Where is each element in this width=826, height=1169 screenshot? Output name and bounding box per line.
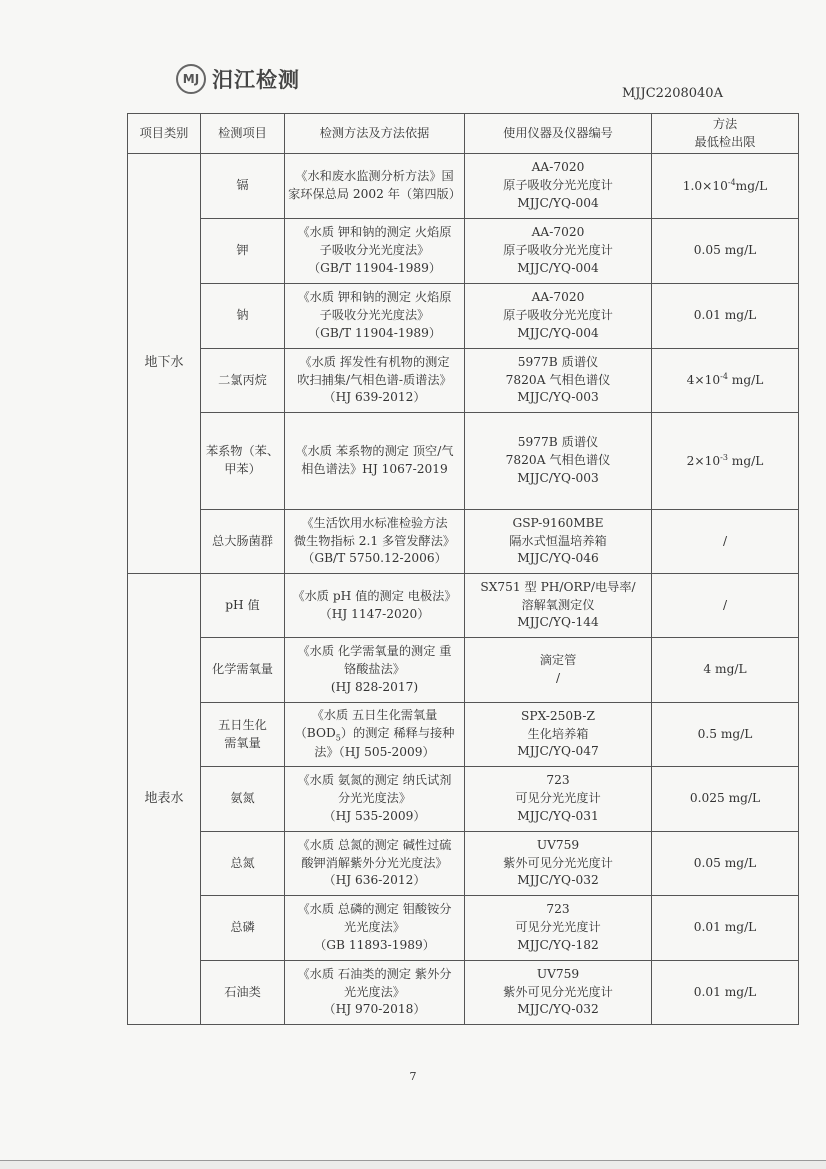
instrument-line: 生化培养箱 <box>527 726 589 741</box>
table-row <box>128 961 799 1025</box>
method-line: 光光度法》 <box>344 920 405 935</box>
method-line: 分光光度法》 <box>337 791 412 806</box>
method-line: （HJ 970-2018） <box>323 1002 426 1017</box>
method-cell <box>285 154 465 219</box>
instrument-line: 可见分光光度计 <box>515 791 601 806</box>
method-cell <box>285 413 465 510</box>
test-methods-table <box>127 113 799 1025</box>
method-cell <box>285 510 465 574</box>
instrument-line: 隔水式恒温培养箱 <box>509 533 607 548</box>
instrument-line: 溶解氧测定仪 <box>521 597 595 612</box>
item-line: 五日生化 <box>218 717 267 732</box>
method-cell <box>285 832 465 896</box>
limit-cell: 0.01 mg/L <box>652 896 799 961</box>
item-cell: 总大肠菌群 <box>201 510 285 574</box>
instrument-line: MJJC/YQ-032 <box>517 1002 599 1017</box>
instrument-cell <box>465 832 652 896</box>
category-cell: 地下水 <box>128 154 201 574</box>
method-cell <box>285 896 465 961</box>
method-line: （GB/T 11904-1989） <box>307 325 442 340</box>
instrument-line: UV759 <box>536 837 580 852</box>
header-limit-line: 最低检出限 <box>694 134 756 149</box>
instrument-cell <box>465 767 652 832</box>
item-cell: 钾 <box>201 219 285 284</box>
method-line: （HJ 636-2012） <box>323 873 426 888</box>
company-name: 汨江检测 <box>212 68 300 92</box>
method-line: 家环保总局 2002 年（第四版） <box>288 187 461 201</box>
instrument-line: 原子吸收分光光度计 <box>503 178 613 193</box>
method-line: (HJ 828-2017) <box>330 679 419 694</box>
table-row <box>128 349 799 413</box>
limit-cell: $4\times 10^{-4}$ mg/L <box>652 349 799 413</box>
table-row <box>128 896 799 961</box>
limit-cell: 4 mg/L <box>652 638 799 703</box>
instrument-line: AA-7020 <box>531 225 585 240</box>
method-cell <box>285 574 465 638</box>
instrument-line: 滴定管 <box>539 653 577 668</box>
method-line: 微生物指标 2.1 多管发酵法》 <box>293 533 456 548</box>
instrument-cell <box>465 154 652 219</box>
instrument-line: 723 <box>546 902 570 917</box>
item-cell: pH 值 <box>201 574 285 638</box>
method-cell <box>285 349 465 413</box>
limit-cell: $2\times 10^{-3}$ mg/L <box>652 413 799 510</box>
method-line: 子吸收分光光度法》 <box>319 243 430 258</box>
instrument-line: / <box>555 671 561 685</box>
method-line: 《水质 钾和钠的测定 火焰原 <box>297 225 452 240</box>
item-line: 甲苯） <box>224 462 261 476</box>
table-row <box>128 832 799 896</box>
instrument-line: 紫外可见分光光度计 <box>503 984 613 999</box>
method-line: 《水质 石油类的测定 紫外分 <box>297 966 452 981</box>
method-line: （GB/T 11904-1989） <box>307 260 442 275</box>
instrument-cell <box>465 638 652 703</box>
item-cell: 石油类 <box>201 961 285 1025</box>
instrument-line: GSP-9160MBE <box>512 515 604 530</box>
method-line: 相色谱法》HJ 1067-2019 <box>301 462 448 476</box>
header-item: 检测项目 <box>201 114 285 154</box>
method-cell <box>285 961 465 1025</box>
method-line: 铬酸盐法》 <box>344 662 405 677</box>
method-line: （GB 11893-1989） <box>314 937 435 952</box>
header-limit-line: 方法 <box>712 116 738 131</box>
instrument-line: MJJC/YQ-144 <box>517 615 599 630</box>
method-line: $(BOD_5)$的测定 稀释与接种 <box>294 725 455 743</box>
item-line: 苯系物（苯、 <box>205 444 280 459</box>
limit-cell: 0.05 mg/L <box>652 832 799 896</box>
instrument-cell <box>465 574 652 638</box>
instrument-line: MJJC/YQ-032 <box>517 873 599 888</box>
instrument-line: 原子吸收分光光度计 <box>503 243 613 258</box>
header-method: 检测方法及方法依据 <box>285 114 465 154</box>
page-number: 7 <box>409 1070 417 1083</box>
document-code: MJJC2208040A <box>622 86 723 101</box>
method-line: （HJ 535-2009） <box>323 808 426 823</box>
method-cell <box>285 638 465 703</box>
instrument-cell <box>465 896 652 961</box>
method-line: （HJ 1147-2020） <box>319 606 430 621</box>
instrument-line: AA-7020 <box>531 160 585 175</box>
instrument-line: MJJC/YQ-031 <box>517 808 599 823</box>
table-header-row <box>128 114 799 154</box>
instrument-line: MJJC/YQ-004 <box>517 195 599 210</box>
method-line: 《水和废水监测分析方法》国 <box>295 169 454 184</box>
limit-cell: / <box>652 510 799 574</box>
limit-cell: 0.5 mg/L <box>652 703 799 767</box>
instrument-line: 5977B 质谱仪 <box>517 435 599 450</box>
category-cell: 地表水 <box>128 574 201 1025</box>
instrument-cell <box>465 703 652 767</box>
method-line: 酸钾消解紫外分光光度法》 <box>301 855 448 870</box>
method-cell <box>285 703 465 767</box>
table-row <box>128 703 799 767</box>
instrument-line: SX751 型 PH/ORP/电导率/ <box>480 579 636 594</box>
limit-cell: $1.0\times 10^{-4}mg/L$ <box>652 154 799 219</box>
instrument-line: MJJC/YQ-004 <box>517 325 599 340</box>
logo-icon: MJ <box>176 64 206 94</box>
table-row <box>128 574 799 638</box>
method-line: 《水质 pH 值的测定 电极法》 <box>292 588 457 603</box>
instrument-cell <box>465 349 652 413</box>
method-line: 《水质 挥发性有机物的测定 <box>299 354 450 369</box>
item-cell: 二氯丙烷 <box>201 349 285 413</box>
item-cell <box>201 703 285 767</box>
method-line: 《生活饮用水标准检验方法 <box>301 515 448 530</box>
method-line: 《水质 化学需氧量的测定 重 <box>297 644 452 659</box>
item-line: 需氧量 <box>224 735 261 750</box>
instrument-line: UV759 <box>536 966 580 981</box>
method-line: 《水质 苯系物的测定 顶空/气 <box>295 444 454 459</box>
method-line: 《水质 氨氮的测定 纳氏试剂 <box>297 773 452 788</box>
limit-cell: / <box>652 574 799 638</box>
method-cell <box>285 767 465 832</box>
header-category: 项目类别 <box>128 114 201 154</box>
limit-cell: 0.025 mg/L <box>652 767 799 832</box>
page-bottom-edge <box>0 1160 826 1169</box>
instrument-line: SPX-250B-Z <box>521 708 595 723</box>
instrument-line: 723 <box>546 773 570 788</box>
method-line: 光光度法》 <box>344 984 405 999</box>
instrument-line: 原子吸收分光光度计 <box>503 308 613 323</box>
method-line: 《水质 五日生化需氧量 <box>311 708 438 723</box>
method-line: 《水质 钾和钠的测定 火焰原 <box>297 290 452 305</box>
instrument-line: 紫外可见分光光度计 <box>503 855 613 870</box>
method-line: （GB/T 5750.12-2006） <box>302 551 447 566</box>
limit-cell: 0.05 mg/L <box>652 219 799 284</box>
instrument-cell <box>465 413 652 510</box>
method-line: 《水质 总磷的测定 钼酸铵分 <box>297 902 452 917</box>
method-line: 子吸收分光光度法》 <box>319 308 430 323</box>
instrument-line: MJJC/YQ-003 <box>517 470 599 485</box>
instrument-line: MJJC/YQ-046 <box>517 551 599 566</box>
item-cell: 钠 <box>201 284 285 349</box>
instrument-line: MJJC/YQ-182 <box>517 937 599 952</box>
item-cell: 化学需氧量 <box>201 638 285 703</box>
limit-cell: 0.01 mg/L <box>652 961 799 1025</box>
method-line: （HJ 639-2012） <box>323 390 426 405</box>
item-cell <box>201 413 285 510</box>
table-row <box>128 510 799 574</box>
table-row <box>128 154 799 219</box>
method-line: 吹扫捕集/气相色谱-质谱法》 <box>297 372 452 387</box>
instrument-line: 7820A 气相色谱仪 <box>505 372 611 387</box>
instrument-line: MJJC/YQ-047 <box>517 744 599 759</box>
instrument-cell <box>465 510 652 574</box>
method-cell <box>285 219 465 284</box>
item-cell: 镉 <box>201 154 285 219</box>
instrument-cell <box>465 961 652 1025</box>
table-row <box>128 638 799 703</box>
table-row <box>128 413 799 510</box>
table-row <box>128 219 799 284</box>
table-row <box>128 767 799 832</box>
instrument-line: MJJC/YQ-003 <box>517 390 599 405</box>
item-cell: 总磷 <box>201 896 285 961</box>
method-line: 法》（HJ 505-2009） <box>314 745 435 760</box>
company-logo <box>176 64 300 94</box>
header-instrument: 使用仪器及仪器编号 <box>465 114 652 154</box>
instrument-line: AA-7020 <box>531 290 585 305</box>
instrument-line: 可见分光光度计 <box>515 920 601 935</box>
table-row <box>128 284 799 349</box>
instrument-line: MJJC/YQ-004 <box>517 260 599 275</box>
limit-cell: 0.01 mg/L <box>652 284 799 349</box>
method-line: 《水质 总氮的测定 碱性过硫 <box>297 837 452 852</box>
instrument-line: 5977B 质谱仪 <box>517 354 599 369</box>
header-limit <box>652 114 799 154</box>
instrument-cell <box>465 284 652 349</box>
item-cell: 总氮 <box>201 832 285 896</box>
method-cell <box>285 284 465 349</box>
instrument-cell <box>465 219 652 284</box>
item-cell: 氨氮 <box>201 767 285 832</box>
instrument-line: 7820A 气相色谱仪 <box>505 453 611 468</box>
